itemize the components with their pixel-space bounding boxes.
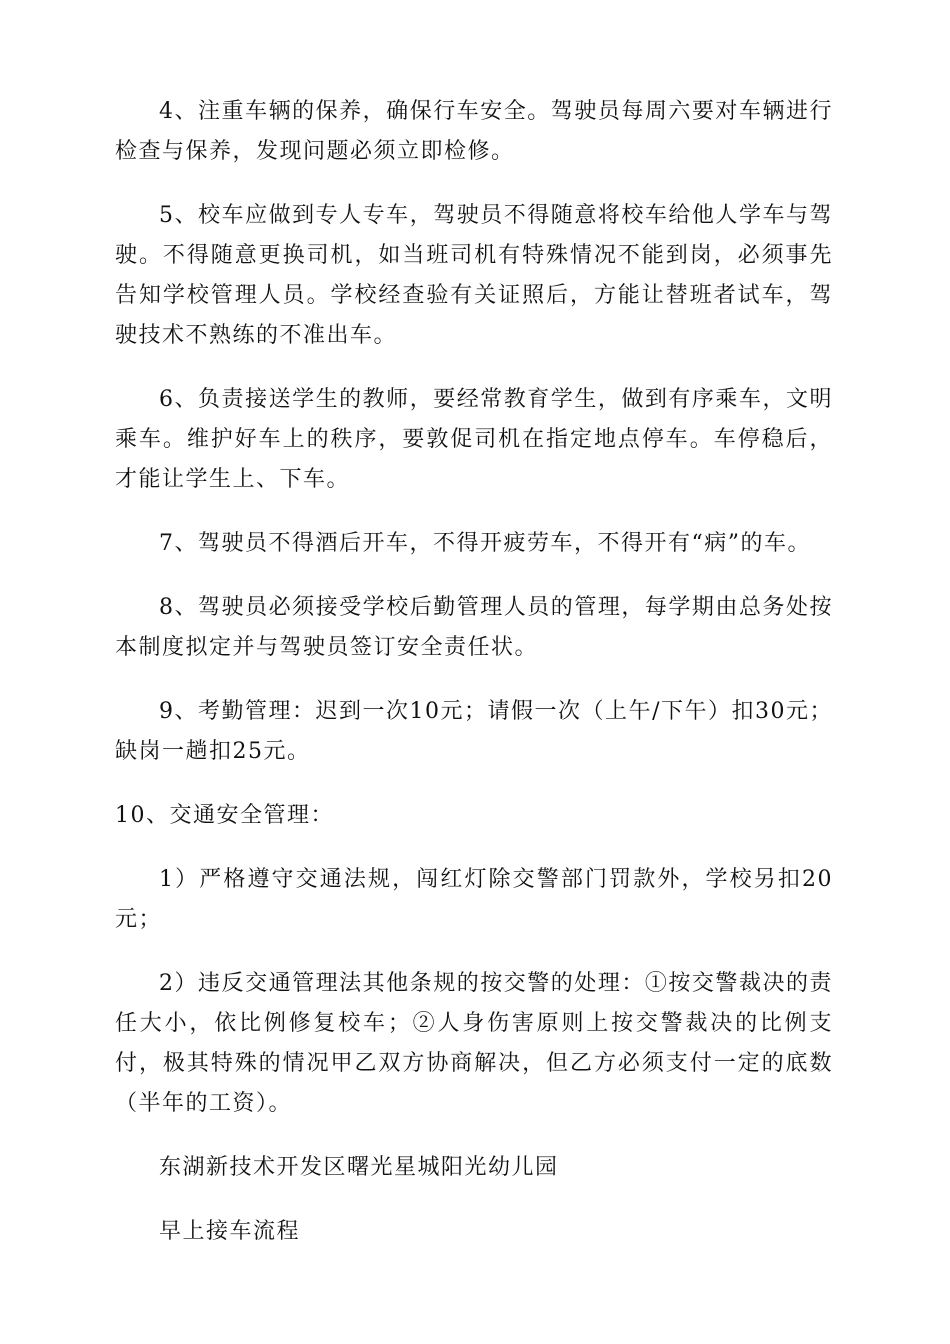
rule-item-6: 6、负责接送学生的教师，要经常教育学生，做到有序乘车，文明乘车。维护好车上的秩序，要敦促司机在指定地点停车。车停稳后，才能让学生上、下车。 — [115, 387, 833, 492]
rule-item-9: 9、考勤管理：迟到一次10元；请假一次（上午/下午）扣30元；缺岗一趟扣25元。 — [115, 699, 833, 764]
rule-item-4: 4、注重车辆的保养，确保行车安全。驾驶员每周六要对车辆进行检查与保养，发现问题必须立即检修。 — [115, 99, 833, 164]
rule-item-7: 7、驾驶员不得酒后开车，不得开疲劳车，不得开有“病”的车。 — [159, 531, 811, 556]
section-heading: 早上接车流程 — [159, 1219, 301, 1244]
organization-name: 东湖新技术开发区曙光星城阳光幼儿园 — [159, 1155, 559, 1180]
rule-item-8: 8、驾驶员必须接受学校后勤管理人员的管理，每学期由总务处按本制度拟定并与驾驶员签订安全责任状。 — [115, 595, 833, 660]
rule-sub-item-1: 1）严格遵守交通法规，闯红灯除交警部门罚款外，学校另扣20元； — [115, 867, 833, 932]
rule-sub-item-2: 2）违反交通管理法其他条规的按交警的处理：①按交警裁决的责任大小，依比例修复校车；②人身伤害原则上按交警裁决的比例支付，极其特殊的情况甲乙双方协商解决，但乙方必须支付一定的底数（半年的工资）。 — [115, 971, 833, 1116]
rule-item-5: 5、校车应做到专人专车，驾驶员不得随意将校车给他人学车与驾驶。不得随意更换司机，如当班司机有特殊情况不能到岗，必须事先告知学校管理人员。学校经查验有关证照后，方能让替班者试车，驾驶技术不熟练的不准出车。 — [115, 203, 833, 348]
rule-item-10-heading: 10、交通安全管理： — [115, 803, 334, 828]
document-body — [115, 92, 833, 1276]
